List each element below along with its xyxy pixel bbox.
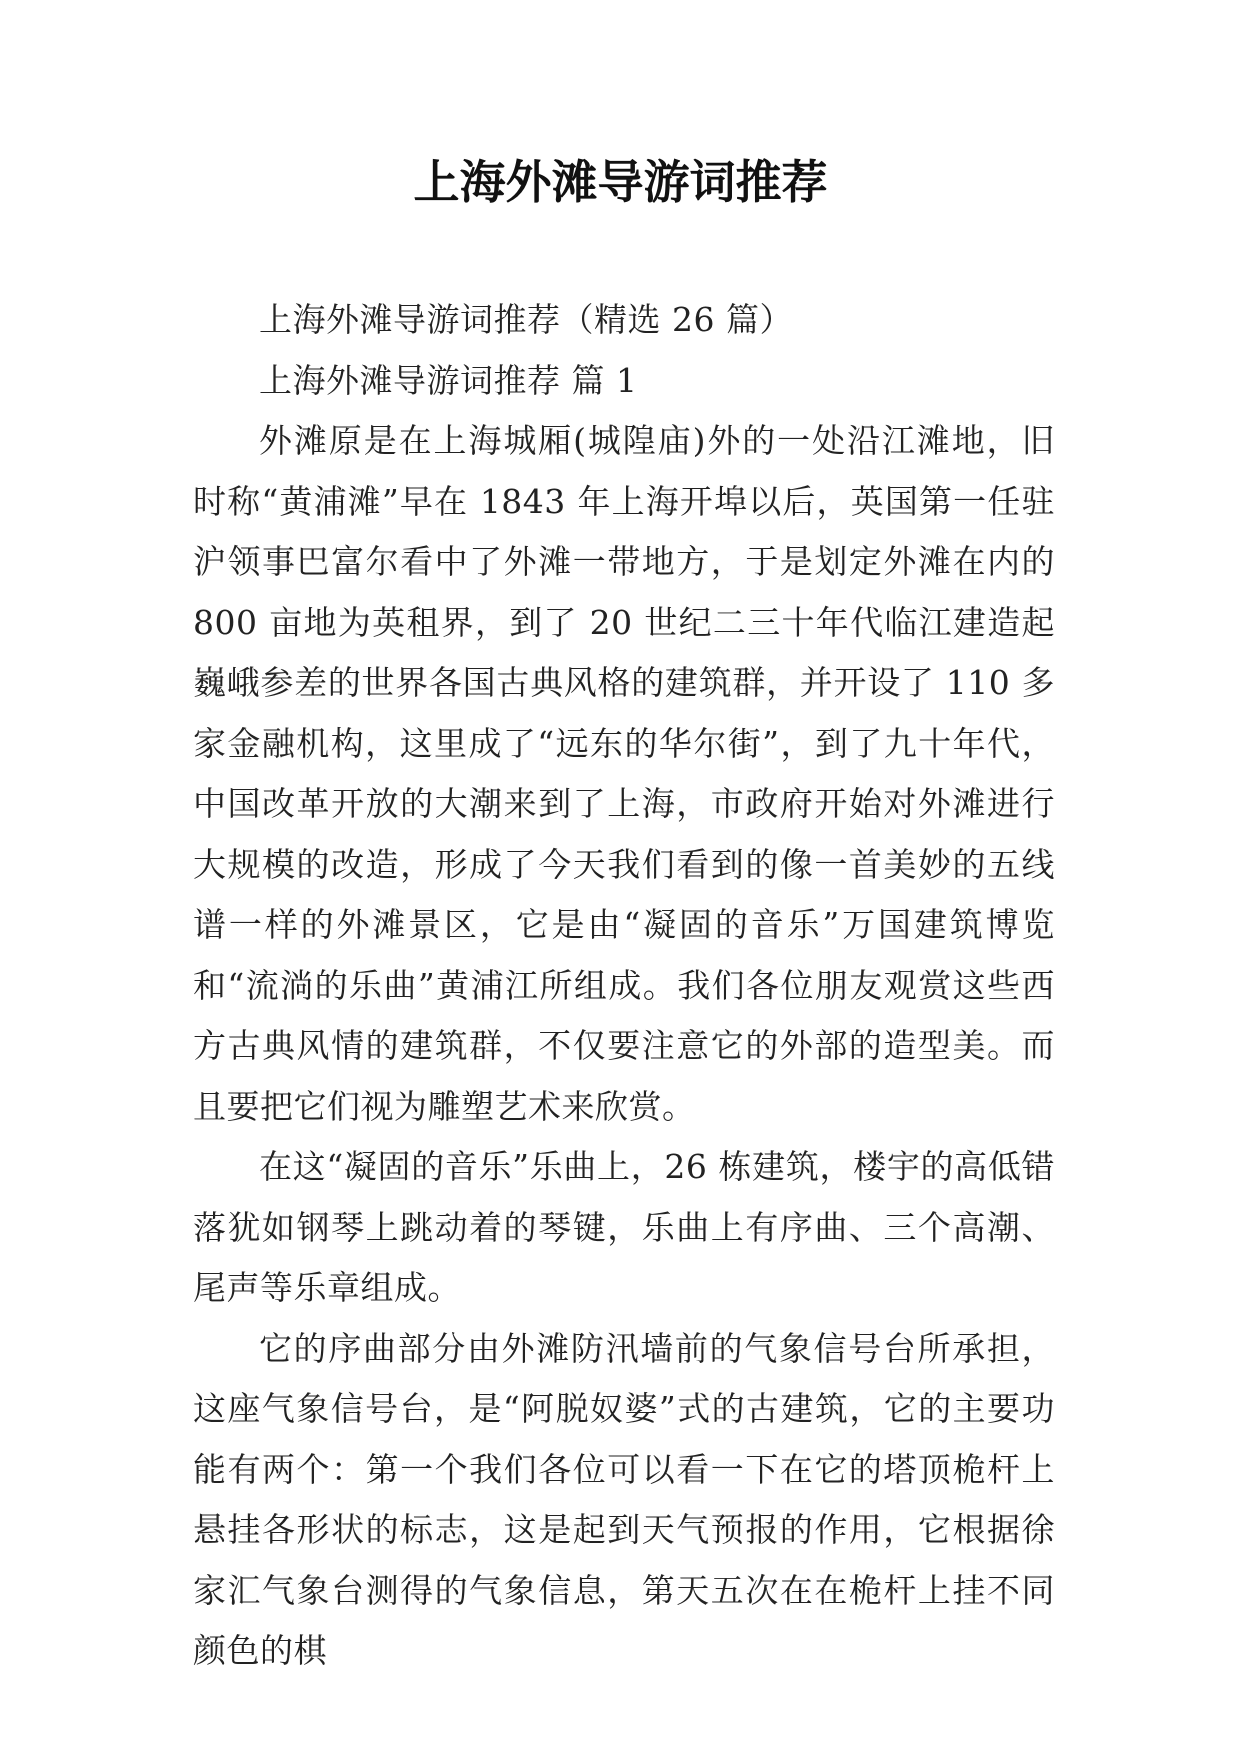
- paragraph-section-heading: 上海外滩导游词推荐 篇 1: [259, 360, 638, 400]
- paragraph-body: 外滩原是在上海城厢(城隍庙)外的一处沿江滩地，旧时称“黄浦滩”早在 1843 年上海开埠以后，英国第一任驻沪领事巴富尔看中了外滩一带地方，于是划定外滩在内的 800 亩地为英租界，到了 20 世纪二三十年代临江建造起巍峨参差的世界各国古典风格的建筑群，并开设了 110 多家金融机构，这里成了“远东的华尔街”，到了九十年代，中国改革开放的大潮来到了上海，市政府开始对外滩进行大规模的改造，形成了今天我们看到的像一首美妙的五线谱一样的外滩景区，它是由“凝固的音乐”万国建筑博览和“流淌的乐曲”黄浦江所组成。我们各位朋友观赏这些西方古典风情的建筑群，不仅要注意它的外部的造型美。而且要把它们视为雕塑艺术来欣赏。: [193, 421, 1055, 1126]
- paragraph-subtitle: 上海外滩导游词推荐（精选 26 篇）: [259, 300, 793, 339]
- paragraph-body: 它的序曲部分由外滩防汛墙前的气象信号台所承担，这座气象信号台，是“阿脱奴婆”式的古建筑，它的主要功能有两个：第一个我们各位可以看一下在它的塔顶桅杆上悬挂各形状的标志，这是起到天气预报的作用，它根据徐家汇气象台测得的气象信息，第天五次在在桅杆上挂不同颜色的棋: [193, 1328, 1055, 1670]
- paragraph-body: 在这“凝固的音乐”乐曲上，26 栋建筑，楼宇的高低错落犹如钢琴上跳动着的琴键，乐曲上有序曲、三个高潮、尾声等乐章组成。: [193, 1147, 1055, 1307]
- document-title: 上海外滩导游词推荐: [413, 155, 828, 209]
- document-body: [193, 290, 1055, 1682]
